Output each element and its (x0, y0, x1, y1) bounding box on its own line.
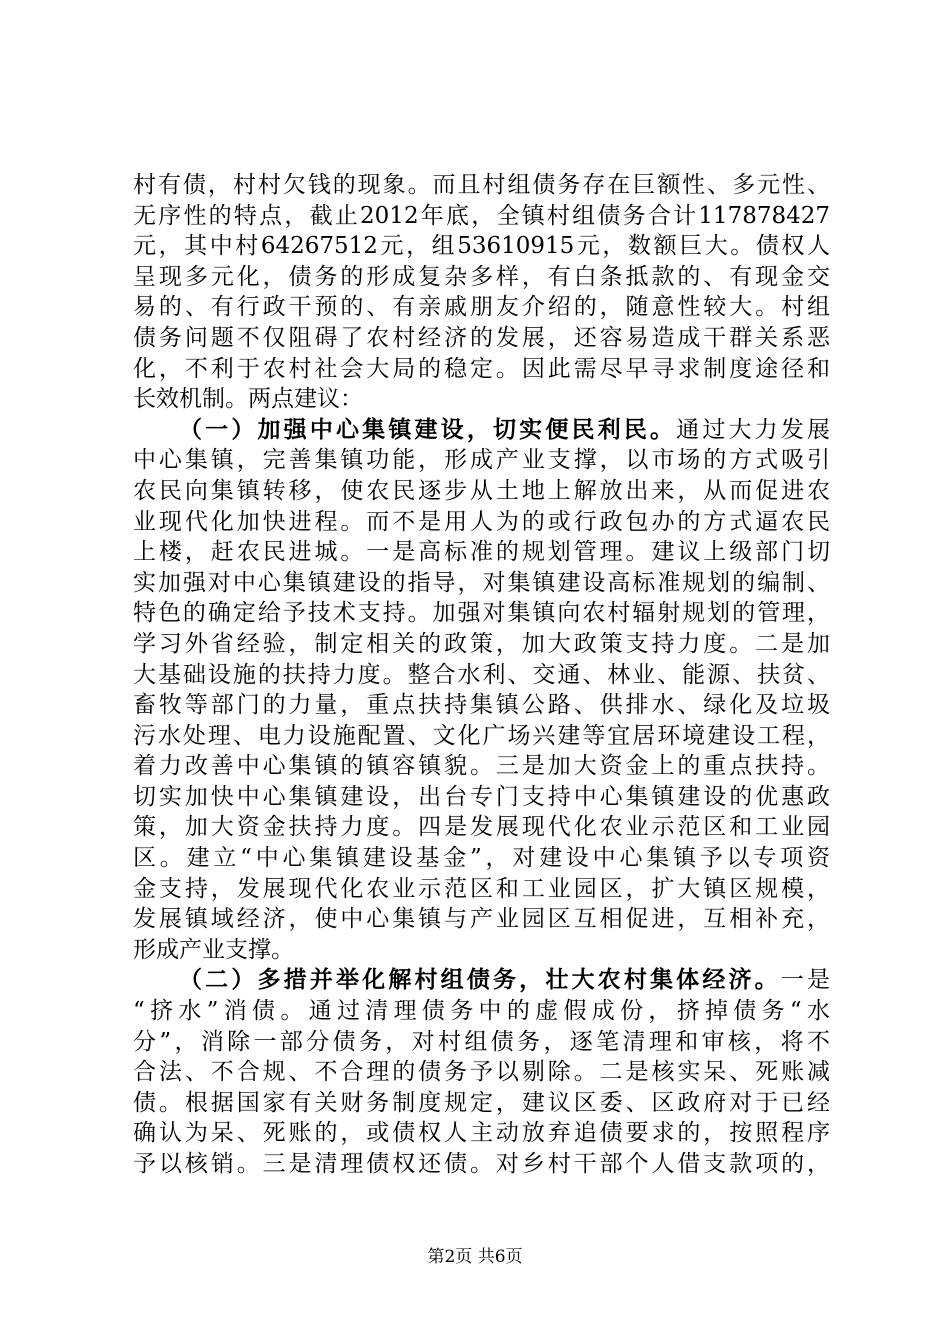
text-line: 村有债，村村欠钱的现象。而且村组债务存在巨额性、多元性、 (133, 172, 830, 198)
text-line: 金支持，发展现代化农业示范区和工业园区，扩大镇区规模， (133, 875, 830, 902)
heading-line-rest: 通过大力发展 (676, 416, 830, 443)
section-heading-line (133, 415, 830, 446)
text-line: 易的、有行政干预的、有亲戚朋友介绍的，随意性较大。村组 (133, 294, 830, 321)
section-heading-1: （一）加强中心集镇建设，切实便民利民。 (179, 415, 677, 443)
text-line: 分”，消除一部分债务，对村组债务，逐笔清理和审核，将不 (133, 1028, 830, 1055)
text-line: 切实加快中心集镇建设，出台专门支持中心集镇建设的优惠政 (133, 783, 830, 810)
text-line: 元，其中村64267512元，组53610915元，数额巨大。债权人 (133, 233, 830, 260)
text-line: “挤水”消债。通过清理债务中的虚假成份，挤掉债务“水 (133, 998, 830, 1025)
text-line: 学习外省经验，制定相关的政策，加大政策支持力度。二是加 (133, 630, 830, 657)
section-heading-2: （二）多措并举化解村组债务，壮大农村集体经济。 (179, 966, 781, 994)
text-line: 发展镇域经济，使中心集镇与产业园区互相促进，互相补充， (133, 906, 830, 933)
text-line: 形成产业支撑。 (133, 936, 294, 963)
text-line: 中心集镇，完善集镇功能，形成产业支撑，以市场的方式吸引 (133, 447, 830, 474)
text-line: 呈现多元化，债务的形成复杂多样，有白条抵款的、有现金交 (133, 263, 830, 290)
text-line: 债。根据国家有关财务制度规定，建议区委、区政府对于已经 (133, 1089, 830, 1116)
text-line: 上楼，赶农民进城。一是高标准的规划管理。建议上级部门切 (133, 539, 830, 566)
page-number-footer: 第2页 共6页 (427, 1247, 523, 1267)
text-line: 特色的确定给予技术支持。加强对集镇向农村辐射规划的管理， (133, 600, 830, 627)
text-line: 实加强对中心集镇建设的指导，对集镇建设高标准规划的编制、 (133, 569, 830, 596)
document-body (133, 170, 830, 1180)
text-line: 业现代化加快进程。而不是用人为的或行政包办的方式逼农民 (133, 508, 830, 535)
text-line: 畜牧等部门的力量，重点扶持集镇公路、供排水、绿化及垃圾 (133, 692, 830, 719)
text-line: 长效机制。两点建议： (133, 386, 363, 413)
paragraph-2 (133, 415, 830, 966)
text-line: 确认为呆、死账的，或债权人主动放弃追债要求的，按照程序 (133, 1120, 830, 1147)
heading-line-rest: 一是 (780, 967, 830, 994)
text-line: 区。建立“中心集镇建设基金”，对建设中心集镇予以专项资 (133, 845, 830, 872)
text-line: 无序性的特点，截止2012年底，全镇村组债务合计117878427 (133, 202, 830, 229)
paragraph-1 (133, 170, 830, 415)
text-line: 债务问题不仅阻碍了农村经济的发展，还容易造成干群关系恶 (133, 324, 830, 351)
text-line: 化，不利于农村社会大局的稳定。因此需尽早寻求制度途径和 (133, 355, 830, 382)
section-heading-line (133, 965, 830, 996)
text-line: 农民向集镇转移，使农民逐步从土地上解放出来，从而促进农 (133, 477, 830, 504)
text-line: 予以核销。三是清理债权还债。对乡村干部个人借支款项的， (133, 1151, 830, 1177)
text-line: 合法、不合规、不合理的债务予以剔除。二是核实呆、死账减 (133, 1059, 830, 1086)
text-line: 策，加大资金扶持力度。四是发展现代化农业示范区和工业园 (133, 814, 830, 841)
text-line: 着力改善中心集镇的镇容镇貌。三是加大资金上的重点扶持。 (133, 753, 830, 780)
text-line: 大基础设施的扶持力度。整合水利、交通、林业、能源、扶贫、 (133, 661, 830, 688)
text-line: 污水处理、电力设施配置、文化广场兴建等宜居环境建设工程， (133, 722, 830, 749)
paragraph-3 (133, 965, 830, 1179)
